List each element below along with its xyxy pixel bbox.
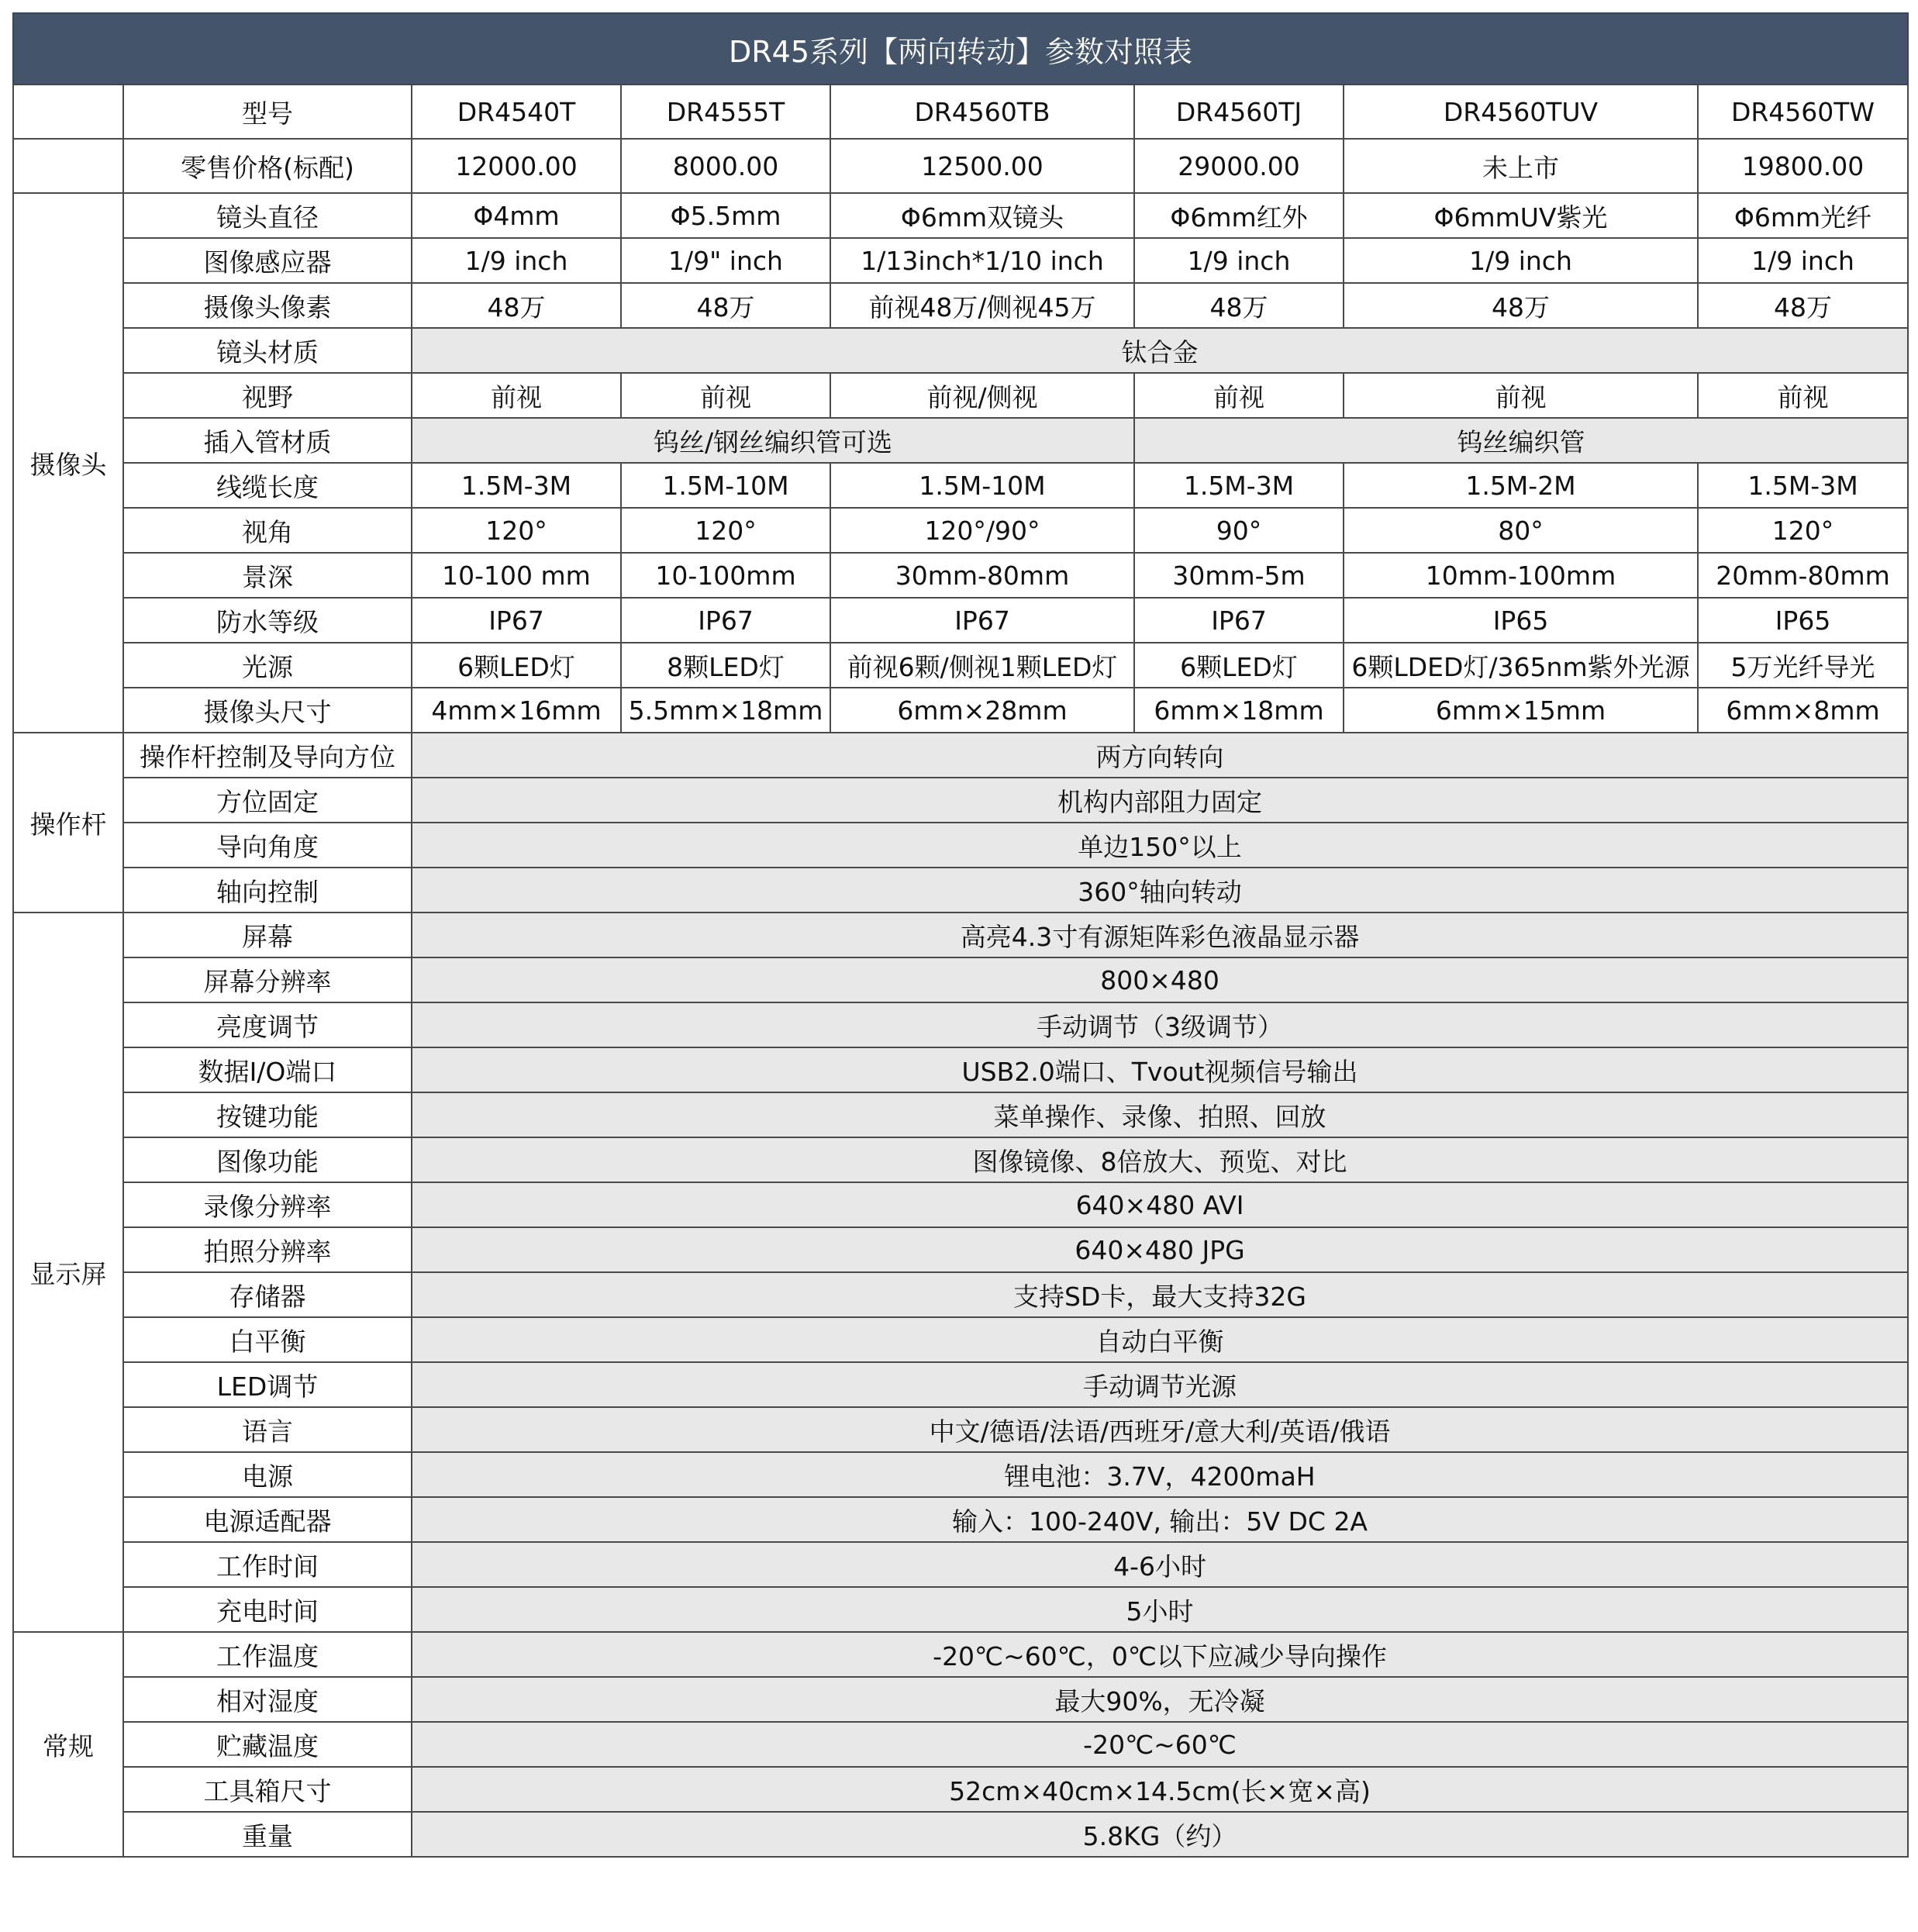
spec-label: 语言 [123,1407,412,1452]
spec-label: 屏幕分辨率 [123,957,412,1002]
model-name: DR4560TJ [1134,85,1344,139]
category-label: 摄像头 [13,193,123,733]
spec-value: 1/9 inch [1344,238,1698,283]
spec-value: 120° [1698,508,1908,553]
spec-value: 高亮4.3寸有源矩阵彩色液晶显示器 [412,913,1908,957]
price-value: 8000.00 [621,139,830,193]
price-value: 12500.00 [830,139,1134,193]
spec-value: 前视 [412,373,621,418]
spec-label: 插入管材质 [123,418,412,463]
spec-value: 1.5M-3M [412,463,621,508]
spec-row [13,1632,1908,1677]
spec-label: 视角 [123,508,412,553]
spec-label: 拍照分辨率 [123,1227,412,1272]
spec-label: 工作时间 [123,1542,412,1587]
spec-row [13,1452,1908,1497]
spec-row [13,957,1908,1002]
spec-label: 操作杆控制及导向方位 [123,733,412,778]
spec-value: 最大90%，无冷凝 [412,1677,1908,1722]
spec-label: 录像分辨率 [123,1182,412,1227]
spec-value: IP65 [1698,598,1908,643]
spec-value: 5.5mm×18mm [621,688,830,733]
table-title: DR45系列【两向转动】参数对照表 [13,13,1908,85]
spec-value: 6mm×28mm [830,688,1134,733]
category-label: 操作杆 [13,733,123,913]
price-label: 零售价格(标配) [123,139,412,193]
spec-value: 手动调节（3级调节） [412,1002,1908,1047]
spec-value: 52cm×40cm×14.5cm(长×宽×高) [412,1767,1908,1812]
spec-value: 6mm×8mm [1698,688,1908,733]
price-value: 29000.00 [1134,139,1344,193]
spec-row [13,823,1908,868]
model-name: DR4560TW [1698,85,1908,139]
corner-cell [13,85,123,139]
spec-label: 按键功能 [123,1092,412,1137]
spec-value: 锂电池：3.7V，4200maH [412,1452,1908,1497]
spec-value: 120° [412,508,621,553]
spec-label: 防水等级 [123,598,412,643]
spec-row [13,553,1908,598]
category-label: 常规 [13,1632,123,1857]
spec-label: 摄像头像素 [123,283,412,328]
spec-value: Φ5.5mm [621,193,830,238]
spec-value: 菜单操作、录像、拍照、回放 [412,1092,1908,1137]
spec-row [13,1542,1908,1587]
spec-label: 线缆长度 [123,463,412,508]
model-name: DR4560TB [830,85,1134,139]
spec-row [13,688,1908,733]
spec-value: 6颗LDED灯/365nm紫外光源 [1344,643,1698,688]
spec-label: 光源 [123,643,412,688]
spec-value: 前视6颗/侧视1颗LED灯 [830,643,1134,688]
spec-label: 镜头材质 [123,328,412,373]
spec-row [13,373,1908,418]
spec-value: 10-100mm [621,553,830,598]
spec-value: 1/9 inch [412,238,621,283]
spec-value: 手动调节光源 [412,1362,1908,1407]
spec-value: 5.8KG（约） [412,1812,1908,1857]
spec-label: 重量 [123,1812,412,1857]
spec-value: 1.5M-2M [1344,463,1698,508]
spec-label: 图像感应器 [123,238,412,283]
spec-value: 机构内部阻力固定 [412,778,1908,823]
spec-row [13,1497,1908,1542]
spec-row [13,733,1908,778]
spec-row [13,463,1908,508]
spec-value: 800×480 [412,957,1908,1002]
spec-row [13,238,1908,283]
spec-value: 1.5M-10M [621,463,830,508]
spec-label: 电源适配器 [123,1497,412,1542]
spec-value: 6颗LED灯 [1134,643,1344,688]
spec-value: 单边150°以上 [412,823,1908,868]
spec-value: USB2.0端口、Tvout视频信号输出 [412,1047,1908,1092]
spec-row [13,1812,1908,1857]
spec-value: 80° [1344,508,1698,553]
spec-value: 自动白平衡 [412,1317,1908,1362]
spec-label: 工具箱尺寸 [123,1767,412,1812]
spec-value: 640×480 JPG [412,1227,1908,1272]
spec-row [13,1767,1908,1812]
spec-value: 中文/德语/法语/西班牙/意大利/英语/俄语 [412,1407,1908,1452]
spec-value: 图像镜像、8倍放大、预览、对比 [412,1137,1908,1182]
spec-value: 1/9" inch [621,238,830,283]
spec-value: 30mm-80mm [830,553,1134,598]
spec-value: 20mm-80mm [1698,553,1908,598]
model-label: 型号 [123,85,412,139]
spec-label: 充电时间 [123,1587,412,1632]
spec-value: 1/13inch*1/10 inch [830,238,1134,283]
spec-value: 48万 [621,283,830,328]
spec-value: 前视 [1134,373,1344,418]
spec-value: 48万 [1134,283,1344,328]
spec-value: 钨丝编织管 [1134,418,1908,463]
spec-value: 1.5M-10M [830,463,1134,508]
spec-value: 120°/90° [830,508,1134,553]
spec-value: 两方向转向 [412,733,1908,778]
price-row [13,139,1908,193]
spec-label: 工作温度 [123,1632,412,1677]
spec-value: 30mm-5m [1134,553,1344,598]
spec-label: 亮度调节 [123,1002,412,1047]
spec-row [13,193,1908,238]
spec-value: 5小时 [412,1587,1908,1632]
spec-value: 48万 [1698,283,1908,328]
spec-value: IP67 [830,598,1134,643]
spec-value: IP67 [621,598,830,643]
spec-row [13,1677,1908,1722]
spec-label: 相对湿度 [123,1677,412,1722]
spec-value: 前视 [621,373,830,418]
spec-value: 640×480 AVI [412,1182,1908,1227]
spec-value: 1.5M-3M [1698,463,1908,508]
spec-row [13,508,1908,553]
spec-row [13,1722,1908,1767]
model-name: DR4555T [621,85,830,139]
spec-value: Φ6mmUV紫光 [1344,193,1698,238]
spec-label: 景深 [123,553,412,598]
spec-value: 8颗LED灯 [621,643,830,688]
spec-label: 电源 [123,1452,412,1497]
spec-label: 轴向控制 [123,868,412,913]
spec-row [13,418,1908,463]
spec-value: Φ6mm光纤 [1698,193,1908,238]
spec-value: 360°轴向转动 [412,868,1908,913]
spec-label: 贮藏温度 [123,1722,412,1767]
title-row [13,13,1908,85]
spec-value: 120° [621,508,830,553]
spec-value: 钛合金 [412,328,1908,373]
spec-label: 镜头直径 [123,193,412,238]
spec-row [13,1092,1908,1137]
spec-row [13,913,1908,957]
spec-row [13,1002,1908,1047]
spec-row [13,643,1908,688]
spec-value: 48万 [1344,283,1698,328]
spec-value: 90° [1134,508,1344,553]
spec-label: 摄像头尺寸 [123,688,412,733]
spec-value: IP65 [1344,598,1698,643]
spec-value: -20℃~60℃ [412,1722,1908,1767]
spec-value: Φ6mm红外 [1134,193,1344,238]
spec-row [13,868,1908,913]
spec-row [13,283,1908,328]
spec-value: 前视 [1344,373,1698,418]
spec-label: 存储器 [123,1272,412,1317]
spec-row [13,1317,1908,1362]
spec-row [13,1227,1908,1272]
spec-label: 视野 [123,373,412,418]
corner-cell [13,139,123,193]
spec-value: Φ6mm双镜头 [830,193,1134,238]
model-name: DR4560TUV [1344,85,1698,139]
spec-value: 前视48万/侧视45万 [830,283,1134,328]
model-name: DR4540T [412,85,621,139]
spec-value: 6mm×18mm [1134,688,1344,733]
spec-value: 4mm×16mm [412,688,621,733]
spec-value: 支持SD卡，最大支持32G [412,1272,1908,1317]
spec-table [12,12,1909,1858]
spec-label: 数据I/O端口 [123,1047,412,1092]
spec-row [13,598,1908,643]
price-value: 19800.00 [1698,139,1908,193]
spec-row [13,1362,1908,1407]
price-value: 未上市 [1344,139,1698,193]
spec-value: 5万光纤导光 [1698,643,1908,688]
spec-value: 1/9 inch [1134,238,1344,283]
spec-label: 图像功能 [123,1137,412,1182]
spec-value: IP67 [1134,598,1344,643]
spec-value: 10-100 mm [412,553,621,598]
spec-value: 前视 [1698,373,1908,418]
spec-row [13,1272,1908,1317]
spec-value: 4-6小时 [412,1542,1908,1587]
spec-value: 钨丝/钢丝编织管可选 [412,418,1134,463]
spec-value: Φ4mm [412,193,621,238]
spec-label: 方位固定 [123,778,412,823]
category-label: 显示屏 [13,913,123,1632]
spec-row [13,1137,1908,1182]
spec-row [13,1587,1908,1632]
spec-value: 1/9 inch [1698,238,1908,283]
spec-value: IP67 [412,598,621,643]
spec-label: LED调节 [123,1362,412,1407]
spec-row [13,1407,1908,1452]
spec-value: 6颗LED灯 [412,643,621,688]
spec-value: 输入：100-240V, 输出：5V DC 2A [412,1497,1908,1542]
spec-row [13,328,1908,373]
price-value: 12000.00 [412,139,621,193]
spec-value: 1.5M-3M [1134,463,1344,508]
spec-value: -20℃~60℃，0℃以下应减少导向操作 [412,1632,1908,1677]
spec-row [13,1047,1908,1092]
spec-label: 白平衡 [123,1317,412,1362]
spec-value: 6mm×15mm [1344,688,1698,733]
spec-row [13,1182,1908,1227]
spec-value: 10mm-100mm [1344,553,1698,598]
spec-value: 前视/侧视 [830,373,1134,418]
spec-label: 导向角度 [123,823,412,868]
spec-value: 48万 [412,283,621,328]
spec-label: 屏幕 [123,913,412,957]
spec-row [13,778,1908,823]
model-row [13,85,1908,139]
